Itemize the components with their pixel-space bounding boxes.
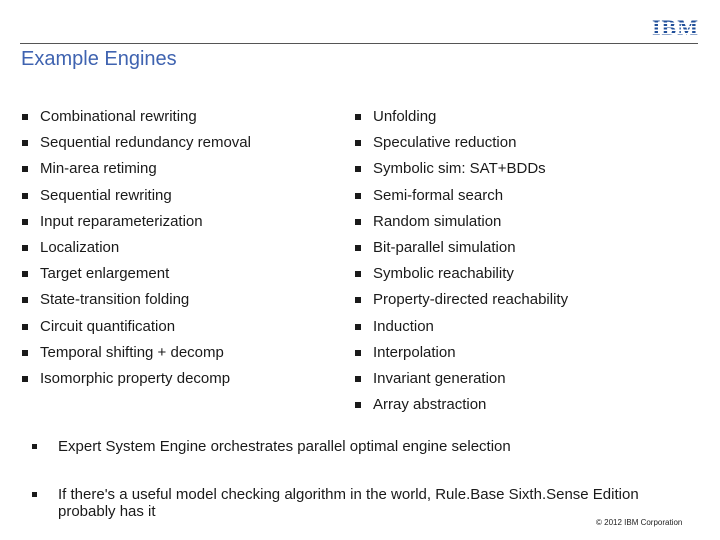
list-item: Speculative reduction [355,132,568,158]
slide-title: Example Engines [21,48,177,70]
list-item: Sequential rewriting [22,185,251,211]
list-item: Bit-parallel simulation [355,237,568,263]
list-item: Sequential redundancy removal [22,132,251,158]
list-item: Isomorphic property decomp [22,368,251,394]
list-item: Random simulation [355,211,568,237]
square-bullet-icon [22,297,28,303]
list-item: Semi-formal search [355,185,568,211]
ibm-logo: IBM [652,15,699,40]
engine-list-left [22,106,251,394]
list-item: Combinational rewriting [22,106,251,132]
square-bullet-icon [22,350,28,356]
list-item: Circuit quantification [22,316,251,342]
square-bullet-icon [32,444,37,449]
square-bullet-icon [355,271,361,277]
summary-paragraph: Expert System Engine orchestrates parallel optimal engine selection [32,438,682,455]
engine-list-right [355,106,568,420]
square-bullet-icon [355,402,361,408]
list-item: Target enlargement [22,263,251,289]
square-bullet-icon [32,492,37,497]
list-item: Temporal shifting + decomp [22,342,251,368]
square-bullet-icon [355,193,361,199]
square-bullet-icon [22,140,28,146]
square-bullet-icon [355,297,361,303]
list-item: Property-directed reachability [355,289,568,315]
list-item: Array abstraction [355,394,568,420]
square-bullet-icon [22,193,28,199]
square-bullet-icon [22,114,28,120]
square-bullet-icon [22,166,28,172]
list-item: Unfolding [355,106,568,132]
copyright-footer: © 2012 IBM Corporation [596,518,683,527]
list-item: Interpolation [355,342,568,368]
list-item: Induction [355,316,568,342]
list-item: Symbolic reachability [355,263,568,289]
square-bullet-icon [355,324,361,330]
header-divider [20,43,698,44]
square-bullet-icon [22,271,28,277]
square-bullet-icon [22,219,28,225]
square-bullet-icon [355,140,361,146]
square-bullet-icon [22,245,28,251]
list-item: Localization [22,237,251,263]
square-bullet-icon [355,114,361,120]
list-item: Invariant generation [355,368,568,394]
list-item: Input reparameterization [22,211,251,237]
list-item: State-transition folding [22,289,251,315]
summary-paragraph: If there's a useful model checking algorithm in the world, Rule.Base Sixth.Sense Edition probably has it [32,486,682,520]
list-item: Symbolic sim: SAT+BDDs [355,158,568,184]
square-bullet-icon [355,350,361,356]
list-item: Min-area retiming [22,158,251,184]
square-bullet-icon [355,245,361,251]
square-bullet-icon [22,324,28,330]
square-bullet-icon [22,376,28,382]
square-bullet-icon [355,166,361,172]
square-bullet-icon [355,219,361,225]
square-bullet-icon [355,376,361,382]
